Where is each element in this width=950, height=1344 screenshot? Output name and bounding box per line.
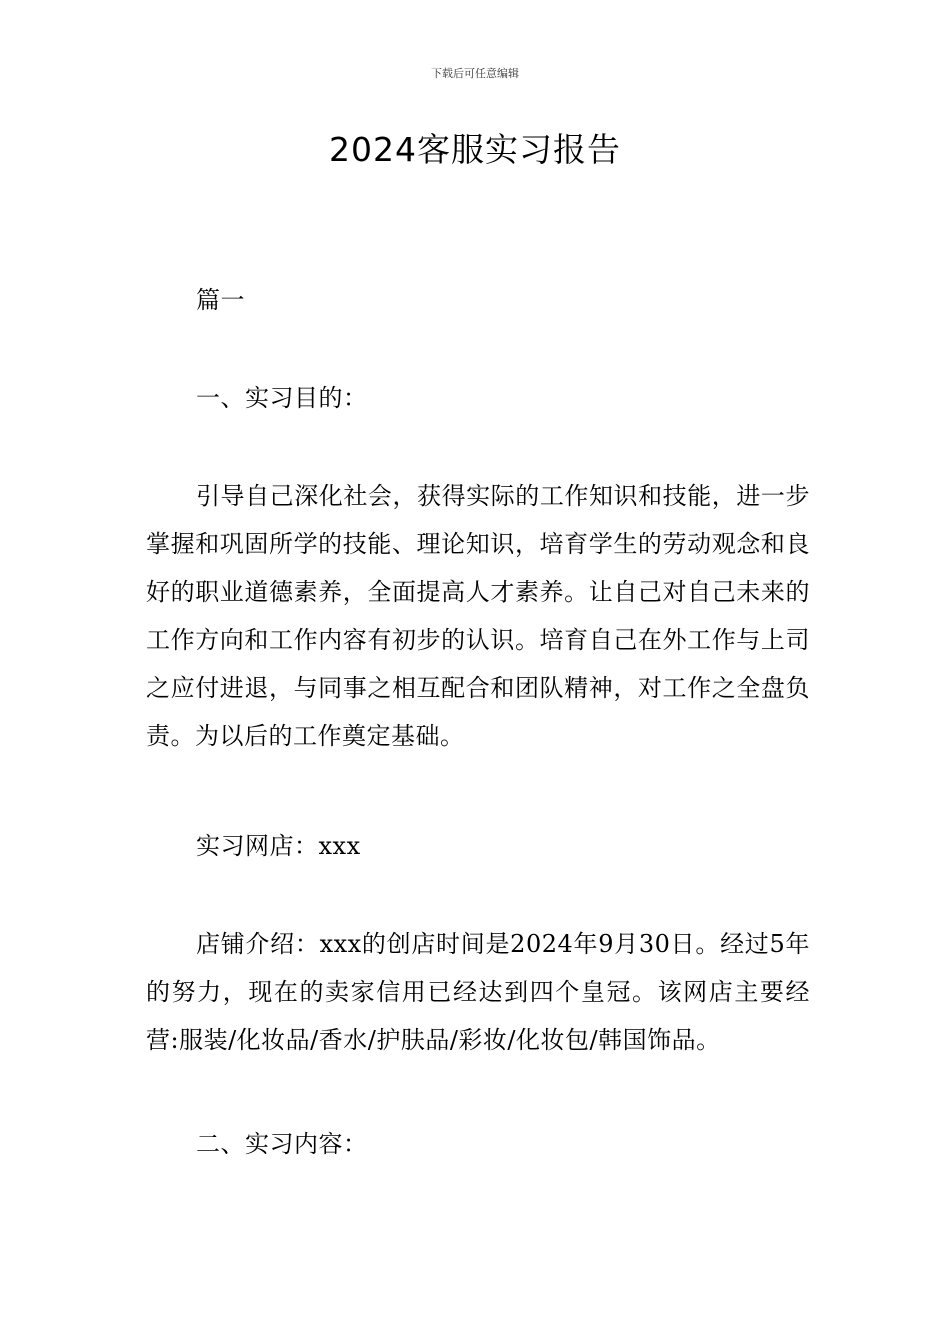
heading-purpose: 一、实习目的： (196, 384, 368, 412)
shop-name-line: 实习网店：xxx (196, 832, 361, 860)
paragraph-purpose: 引导自己深化社会，获得实际的工作知识和技能，进一步掌握和巩固所学的技能、理论知识，培育学生的劳动观念和良好的职业道德素养，全面提高人才素养。让自己对自己未来的工作方向和工作内容有初步的认识。培育自己在外工作与上司之应付进退，与同事之相互配合和团队精神，对工作之全盘负责。为以后的工作奠定基础。 (146, 482, 810, 750)
page-header-note: 下载后可任意编辑 (431, 67, 519, 80)
section-label: 篇一 (196, 286, 245, 314)
heading-content: 二、实习内容： (196, 1130, 368, 1158)
document-title: 2024客服实习报告 (329, 130, 621, 169)
paragraph-shop-intro: 店铺介绍：xxx的创店时间是2024年9月30日。经过5年的努力，现在的卖家信用已经达到四个皇冠。该网店主要经营:服装/化妆品/香水/护肤品/彩妆/化妆包/韩国饰品。 (146, 930, 810, 1054)
